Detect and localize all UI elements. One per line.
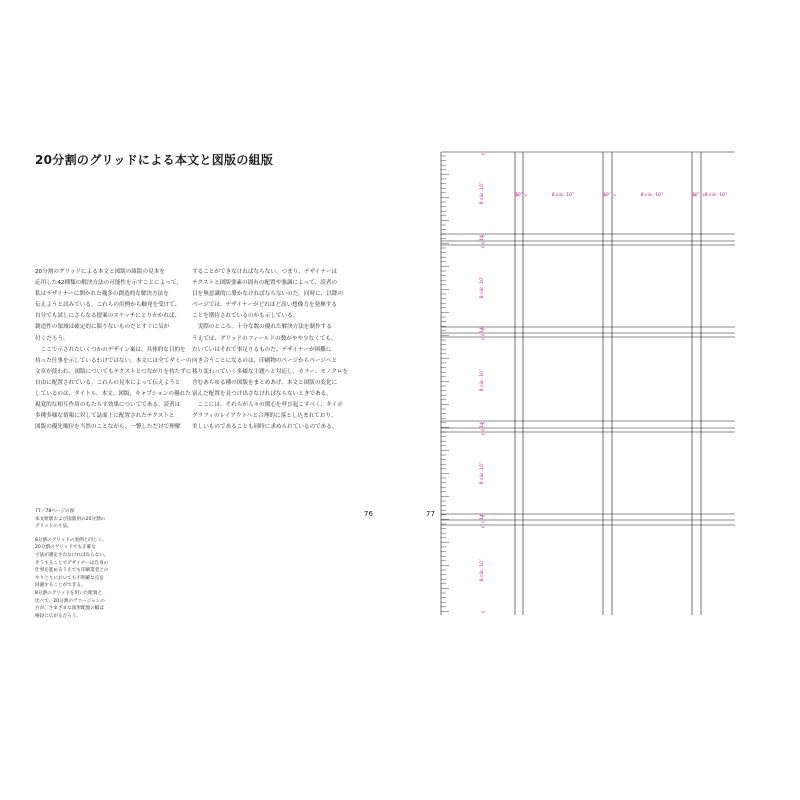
body-text-line: ページでは、デザイナーがどれほど高い想像力を発揮する <box>192 302 337 309</box>
page-number-right: 77 <box>426 510 435 518</box>
body-text-line: テクストと図版要素の固有の配置や強調によって、読者の <box>192 280 338 287</box>
column-width-label: 8 ciic. 10˚ <box>640 193 664 198</box>
body-text-line: グラフィのレイアウトへと合理的に落とし込まれており、 <box>192 413 337 420</box>
dimension-chevron <box>482 334 485 336</box>
body-text-line: 20分割のグリッドによる本文と図版の組版の見本を <box>35 269 165 275</box>
page-title: 20分割のグリッドによる本文と図版の組版 <box>35 153 274 167</box>
body-text-line: 持った仕事を示しているわけではない。本文には全てダミーの <box>35 357 192 364</box>
dimension-chevron <box>482 338 485 340</box>
caption-line: そうすることでデザイナーは自身の <box>35 560 109 566</box>
caption-line: 8分割のグリッドを用いた配置と <box>35 590 103 596</box>
body-text-line: 付くだろう。 <box>35 335 69 342</box>
caption-line: 8分割のグリッドの実例と同じく、 <box>35 537 107 543</box>
body-text-line: ここで示されたいくつかのデザイン案は、具体的な目的を <box>35 346 186 353</box>
column-width-label: 10˚ <box>692 193 700 198</box>
body-text-line: しているのは、タイトル、本文、図版、キャプションの優れた <box>35 391 191 398</box>
body-text-line: 創造性の領域は確定的に限りないものだとすぐに気が <box>35 324 170 331</box>
body-text-line: 応用した42種類の解決方法の可能性を示すことによって、 <box>35 280 182 287</box>
caption-line: 20分割のグリッドでも正確な <box>35 545 96 551</box>
dimension-chevron <box>482 433 485 435</box>
body-text-line: 自分でも試しにさらなる提案のスケッチにとりかかれば、 <box>35 313 181 320</box>
body-text-line: することができなければならない。つまり、デザイナーは <box>192 269 338 275</box>
column-width-label: 8 ciic. 10˚ <box>704 193 728 198</box>
body-text-line: 富んだ配置を見つけ出さなければならないときである。 <box>192 391 332 398</box>
dimension-chevron <box>482 526 485 528</box>
body-text-line: うえでは、グリッドのフィールドの数がやや少なくても、 <box>192 335 337 342</box>
dimension-chevron <box>482 521 485 523</box>
body-text-line: 目を無意識的に導かなければならないのだ。同時に、以降の <box>192 291 344 298</box>
dimension-chevron <box>482 429 485 431</box>
body-text-line: 文章が使われ、図版についてもテクストとつながりを持たずに <box>35 368 192 375</box>
body-text-line: 向き合うことになるのは、印刷物のページからページへと <box>192 357 338 364</box>
caption-line: 本文組版および図版用の20分割の <box>35 516 106 522</box>
row-height-label: 8 ciic. 10˚ <box>480 275 485 299</box>
caption-line: 方が、さまざまな図形配置の幅は <box>35 606 104 612</box>
body-text-line: 実際のところ、十分な数の優れた解決方法を制作する <box>192 324 332 331</box>
page-number-left: 76 <box>364 510 373 518</box>
row-height-label: 8 ciic. 10˚ <box>480 461 485 485</box>
body-text-line: 自由に配置されている。これらの見本によって伝えようと <box>35 379 181 386</box>
dimension-chevron <box>482 611 485 613</box>
row-height-label: 8 ciic. 10˚ <box>480 181 485 205</box>
column-width-label: 8 ciic. 10˚ <box>551 193 575 198</box>
caption-line: 仕事を進めるうえでも印刷業者との <box>35 568 109 574</box>
row-height-label: 8 ciic. 10˚ <box>480 558 485 582</box>
body-text-line: 含むあらゆる種の図版をまとめあげ、本文と図版の変化に <box>192 379 338 386</box>
column-width-label: 10˚ <box>515 193 523 198</box>
body-text-line: 美しいものであることも同時に求められているのである。 <box>192 424 338 431</box>
row-height-label: 8 ciic. 10˚ <box>480 368 485 392</box>
dimension-chevron <box>482 242 485 244</box>
caption-line: 77／78ページの図 <box>35 509 75 514</box>
caption-line: 格段に広がるだろう。 <box>35 613 81 619</box>
caption-line: 寸法が測定されなければならない。 <box>35 552 109 558</box>
dimension-chevron <box>482 153 485 155</box>
dimension-arrow <box>614 194 616 197</box>
caption-line: 比べて、20分割のヴァージョンの <box>35 598 105 604</box>
body-text-line: 視覚的な相互作用のもたらす効果についてである。読者は <box>35 402 181 409</box>
body-text-line: ここには、それらが人々の関心を呼び起こすべく、タイポ <box>192 402 343 409</box>
dimension-arrow <box>525 194 527 197</box>
body-text-line: 移り変わっていく多様な主題へと対応し、カラー、モノクロを <box>192 368 349 375</box>
caption-line: やりとりにおいても不明確な点を <box>35 575 104 581</box>
row-height-label: 14 <box>480 327 485 333</box>
row-height-label: 14 <box>480 514 485 520</box>
body-text-line: 伝えようと試みている。これらの用例から触発を受けて、 <box>35 302 181 309</box>
caption-line: 回避することができる。 <box>35 583 86 589</box>
dimension-chevron <box>482 246 485 248</box>
column-width-label: 10˚ <box>603 193 611 198</box>
row-height-label: 14 <box>480 422 485 428</box>
caption-line: グリッドの寸法。 <box>35 524 72 530</box>
body-text-line: 図版の優先順位を当然のことながら、一瞥しただけで理解 <box>35 424 181 431</box>
body-text-line: たいていはそれで事足りるものだ。デザイナーが困難に <box>192 346 332 353</box>
body-text-line: 多種多様な情報に対して誌面上に配置されたテクストと <box>35 413 175 420</box>
body-text-line: ことを期待されているのかも示している。 <box>192 313 299 320</box>
row-height-label: 14 <box>480 235 485 241</box>
body-text-line: 私はデザイナーに開かれた幾多の創造的な解決方法を <box>35 291 169 298</box>
